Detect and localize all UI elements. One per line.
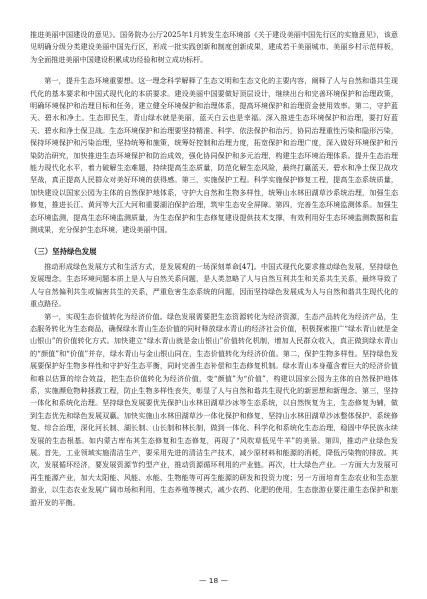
section-title-green-development: （三）坚持绿色发展 bbox=[30, 246, 97, 256]
paragraph-green-development-intro: 推动形成绿色发展方式和生活方式，是发展观的一场深刻革命[47]。中国式现代化要求推动绿色发展，坚持绿色发展理念。生态环境问题本质上是人与自然关系问题，是人类忽略了人与自然互利共生和关系共生关系，最终导致了人与自然偏利共生或偏害共生的关系，严重危害生态系统的问题，因而坚持绿色发展成为人与自然和谐共生现代化的重点路径。 bbox=[30, 261, 398, 309]
document-body bbox=[30, 29, 398, 509]
paragraph-green-development-measures: 第一，实现生态价值转化为经济价值。绿色发展需要把生态资源转化为经济资源，生态产品转化为经济产品，生态服务转化为生态商品，确保绿水青山生态价值的同时释放绿水青山的经济社会价值，积极探索推广“绿水青山就是金山银山”的价值转化方式。加快建立“绿水青山就是金山银山”价值转化机制，增加人民群众收入，真正做到绿水青山的“颜值”和“价值”并存，绿水青山与金山银山同在，生态价值转化为经济价值。第二，保护生物多样性。坚持绿色发展要保护好生物多样性和守护好生态平衡，同时完善生态补偿和生态修复机制。绿水青山本身蕴含着巨大的经济价值和难以估算的综合效益，把生态价值转化为经济价值，变“颜值”为“价值”，构建以国家公园为主体的自然保护地体系，实施濒危物种拯救工程，防止生物多样性丧失，彰显了人与自然和谐共生现代化的新思想和新理念。第三，坚持一体化和系统化治理。坚持绿色发展要优先保护山水林田湖草沙冰等生态系统，以自然恢复为主，生态修复为辅，做到生态优先和绿色发展双赢。加快实施山水林田湖草沙一体化保护和修复，坚持山水林田湖草沙冰整体保护、系统修复、综合治理，深化河长制、湖长制、山长制和林长制，做到一体化、科学化和系统化生态治理，稳固中华民族永续发展的生态根基。如内蒙古库布其生态修复和生态修复，再现了“风吹草低见牛羊”的美景。第四，推动产业绿色发展。首先，工业领域实施清洁生产，要采用先进的清洁生产技术，减少原材料和能源的消耗，降低污染物的排放。其次，发展循环经济，要发展资源节约型产业，推动资源循环利用的产业链。再次，壮大绿色产业。一方面大力发展可再生能源产业，加大太阳能、风能、水能、生物能等可再生能源的研发和投资力度；另一方面培育生态农业和生态旅游业，以生态农业发展广阔市场和利用，生态养殖等模式，减少农药、化肥的使用，生态旅游业要注重生态保护和旅游开发的平衡。 bbox=[30, 311, 398, 507]
page-number: — 18 — bbox=[199, 576, 228, 585]
paragraph-intro-continuation: 推进美丽中国建设的意见》。国务院办公厅2025年1月转发生态环境部《关于建设美丽中国先行区的实施意见》，该意见明确分级分类建设美丽中国先行区，形成一批实践创新和制度创新成果，建成若干美丽城市、美丽乡村示范样板，为全面推进美丽中国建设积累成功经验和树立成功标杆。 bbox=[30, 30, 398, 64]
paragraph-ecological-protection: 第一，提升生态环境重要想。这一理念科学解释了生态文明和生态文化的主要内容，阐释了人与自然和谐共生现代化的基本要求和中国式现代化的本质要求。建设美丽中国要做好顶层设计，继续出台和完善环境保护和治理政策，明确环境保护和治理目标和任务，建立健全环境保护和治理体系，提高环境保护和治理资金使用效率。第二，守护蓝天、碧水和净土。生态即民生，青山绿水就是美丽，蓝天白云也是幸福。深入推进生态环境保护和治理，要打好蓝天、碧水和净土保卫战。生态环境保护和治理要坚持精准、科学、依法保护和治污，协同治理重性污染和隐形污染，保持环境保护和污染治理，坚持统筹和施策，统筹好控制和治理力度，拓宽保护和治理广度，深入做好环境保护和污染防治研究，加快推进生态环境保护和防治成效，强化协同保护和多元治理，构建生态环境治理体系。提升生态治理能力现代化水平，着力破解生态难题，持续提高生态质量，防范化解生态风险，最终打赢蓝天、碧水和净土保卫战攻坚战，真正提高人民群众对美好环境的获得感。第三，实施保护工程。科学实施保护修复工程，提高生态系统质量，加快建设以国家公园为主体的自然保护地体系，守护大自然和生物多样性，统筹山水林田湖草沙系统治理，加强生态修复，推进长江、黄河等大江大河和重要湖泊保护治理，筑牢生态安全屏障。第四，完善生态环境监测体系。加强生态环境监测，提高生态环境监测质量，为生态保护和生态修复建设提供技术支撑，有效利用好生态环境监测数据和监测成果，充分保护生态环境，建设美丽中国。 bbox=[30, 76, 398, 235]
